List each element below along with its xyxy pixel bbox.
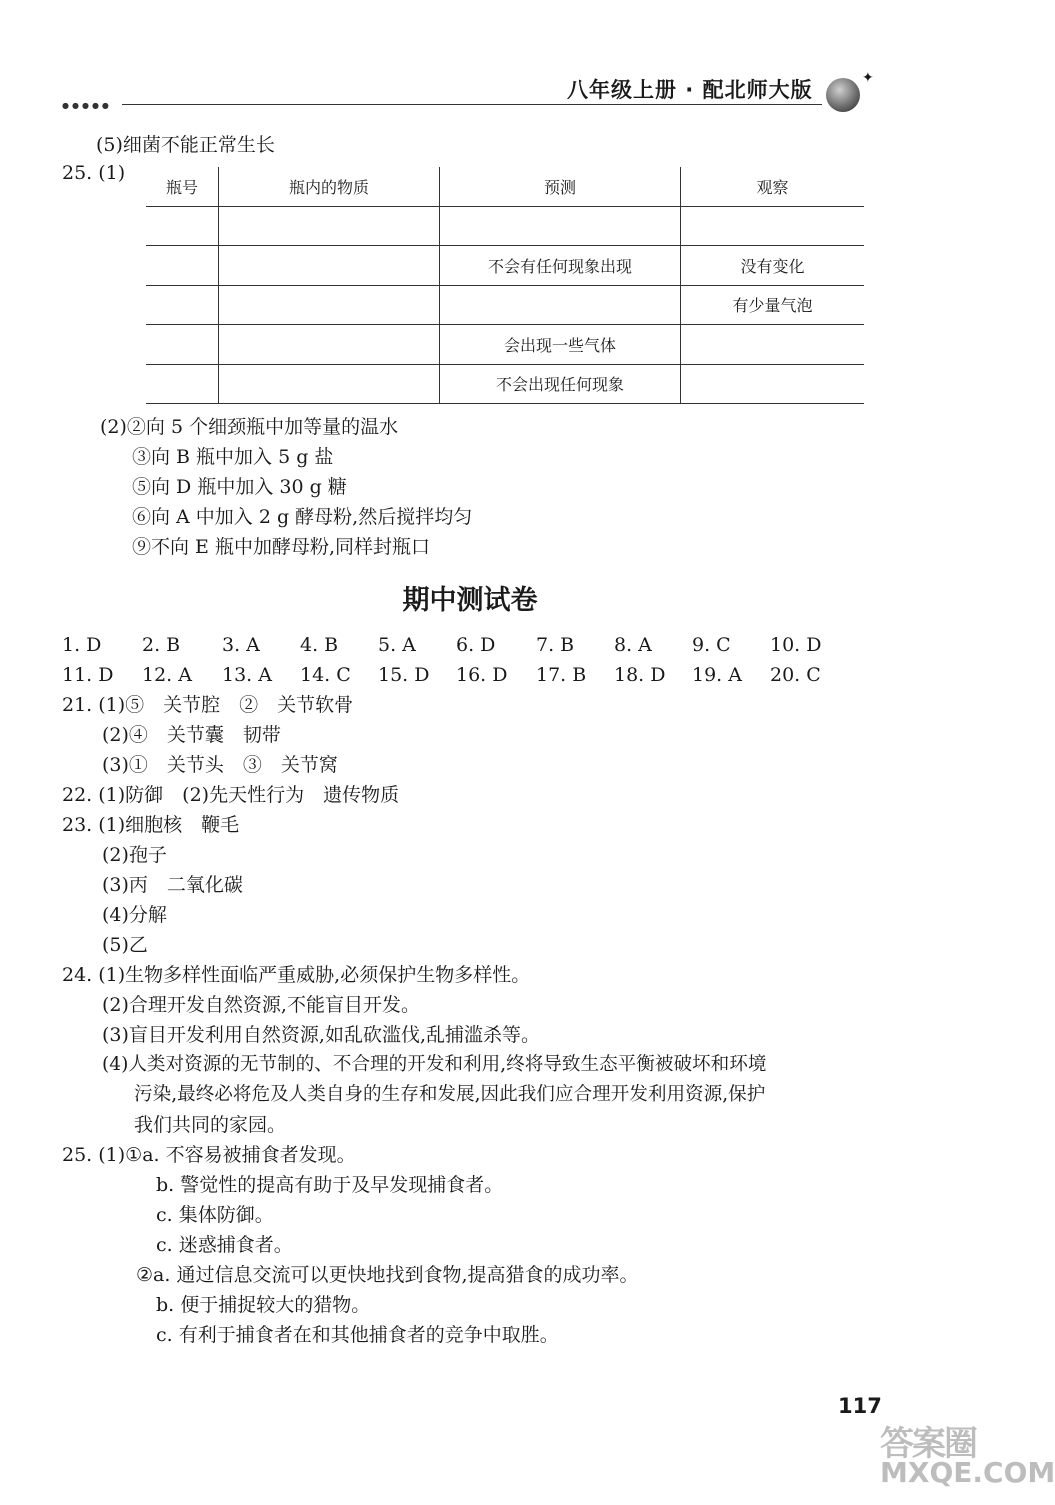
table-cell <box>146 285 219 325</box>
answer-q23-line: (4)分解 <box>102 904 167 926</box>
answer-q25-line: c. 集体防御。 <box>156 1204 274 1226</box>
mc-answer: 4. B <box>300 634 339 656</box>
watermark-logo: 答案圈 <box>880 1424 976 1464</box>
table-header-cell: 预测 <box>440 167 681 206</box>
answer-q23-line: (5)乙 <box>102 934 148 956</box>
answer-q24-line: (2)合理开发自然资源,不能盲目开发。 <box>102 994 420 1016</box>
answer-q25-2-line: ⑥向 A 中加入 2 g 酵母粉,然后搅拌均匀 <box>132 506 473 528</box>
header-sparkle-icon: ✦ <box>862 70 874 86</box>
page-number: 117 <box>838 1394 882 1418</box>
table-cell: 有少量气泡 <box>681 285 865 325</box>
table-cell <box>219 364 440 404</box>
mc-answer: 18. D <box>614 664 666 686</box>
mc-answer: 10. D <box>770 634 822 656</box>
mc-answer: 14. C <box>300 664 351 686</box>
answer-q21-line: (2)④ 关节囊 韧带 <box>102 724 281 746</box>
table-cell <box>146 206 219 246</box>
table-row <box>146 285 864 325</box>
mc-answer: 20. C <box>770 664 821 686</box>
table-cell <box>146 325 219 365</box>
mc-answer: 17. B <box>536 664 587 686</box>
table-row <box>146 206 864 246</box>
table-row <box>146 364 864 404</box>
table-cell <box>440 206 681 246</box>
answer-q25-2-line: ③向 B 瓶中加入 5 g 盐 <box>132 446 334 468</box>
table-cell <box>219 325 440 365</box>
table-cell <box>146 246 219 286</box>
answer-q23-line: (2)孢子 <box>102 844 167 866</box>
mc-answer: 7. B <box>536 634 575 656</box>
answer-q24-line: 我们共同的家园。 <box>134 1114 287 1136</box>
table-header-row <box>146 167 864 206</box>
answer-q25-2-line: ⑤向 D 瓶中加入 30 g 糖 <box>132 476 347 498</box>
mc-answer: 5. A <box>378 634 416 656</box>
table-header-cell: 瓶内的物质 <box>219 167 440 206</box>
answer-q24-line: 污染,最终必将危及人类自身的生存和发展,因此我们应合理开发利用资源,保护 <box>134 1084 766 1105</box>
answer-q21-line: 21. (1)⑤ 关节腔 ② 关节软骨 <box>62 694 354 716</box>
table-cell <box>219 246 440 286</box>
answer-q25-line: c. 有利于捕食者在和其他捕食者的竞争中取胜。 <box>156 1324 559 1346</box>
answer-q25-line: ②a. 通过信息交流可以更快地找到食物,提高猎食的成功率。 <box>136 1264 639 1286</box>
header-dots-decoration: ●●●●● <box>62 101 112 110</box>
table-row <box>146 246 864 286</box>
answer-q24-line: (3)盲目开发利用自然资源,如乱砍滥伐,乱捕滥杀等。 <box>102 1024 540 1046</box>
table-row <box>146 325 864 365</box>
mc-answer: 1. D <box>62 634 102 656</box>
mc-answer: 6. D <box>456 634 496 656</box>
running-header-title: 八年级上册 · 配北师大版 <box>567 78 813 102</box>
answer-q25-label: 25. (1) <box>62 162 126 184</box>
answer-q24-5: (5)细菌不能正常生长 <box>96 134 275 156</box>
watermark-url: MXQE.COM <box>880 1456 1055 1489</box>
mc-answer: 19. A <box>692 664 742 686</box>
answer-q25-line: 25. (1)①a. 不容易被捕食者发现。 <box>62 1144 356 1166</box>
table-cell <box>681 364 865 404</box>
table-cell <box>681 325 865 365</box>
answer-q25-line: c. 迷惑捕食者。 <box>156 1234 293 1256</box>
mc-answer: 15. D <box>378 664 430 686</box>
header-ball-icon <box>826 78 860 112</box>
answer-q24-line: 24. (1)生物多样性面临严重威胁,必须保护生物多样性。 <box>62 964 531 986</box>
mc-answer: 2. B <box>142 634 181 656</box>
table-cell: 会出现一些气体 <box>440 325 681 365</box>
section-title: 期中测试卷 <box>402 585 538 616</box>
answer-q25-2-line: ⑨不向 E 瓶中加酵母粉,同样封瓶口 <box>132 536 430 558</box>
answer-q25-2-line: (2)②向 5 个细颈瓶中加等量的温水 <box>100 416 399 438</box>
mc-answer: 16. D <box>456 664 508 686</box>
answer-q24-line: (4)人类对资源的无节制的、不合理的开发和利用,终将导致生态平衡被破坏和环境 <box>102 1054 767 1075</box>
header-rule <box>122 104 822 105</box>
answer-q25-line: b. 便于捕捉较大的猎物。 <box>156 1294 371 1316</box>
answer-q21-line: (3)① 关节头 ③ 关节窝 <box>102 754 338 776</box>
table-cell <box>146 364 219 404</box>
experiment-table <box>146 167 864 404</box>
mc-answer: 11. D <box>62 664 114 686</box>
answer-q25-line: b. 警觉性的提高有助于及早发现捕食者。 <box>156 1174 504 1196</box>
mc-answer: 9. C <box>692 634 731 656</box>
table-cell: 不会有任何现象出现 <box>440 246 681 286</box>
table-cell: 不会出现任何现象 <box>440 364 681 404</box>
table-cell <box>219 206 440 246</box>
mc-answer: 12. A <box>142 664 192 686</box>
answer-q22: 22. (1)防御 (2)先天性行为 遗传物质 <box>62 784 400 806</box>
table-header-cell: 瓶号 <box>165 177 198 197</box>
table-cell <box>219 285 440 325</box>
table-cell: 没有变化 <box>681 246 865 286</box>
table-cell <box>681 206 865 246</box>
answer-q23-line: (3)丙 二氧化碳 <box>102 874 243 896</box>
mc-answer: 3. A <box>222 634 260 656</box>
mc-answer: 8. A <box>614 634 652 656</box>
table-header-cell: 观察 <box>681 167 865 206</box>
mc-answer: 13. A <box>222 664 272 686</box>
table-cell <box>440 285 681 325</box>
answer-q23-line: 23. (1)细胞核 鞭毛 <box>62 814 240 836</box>
